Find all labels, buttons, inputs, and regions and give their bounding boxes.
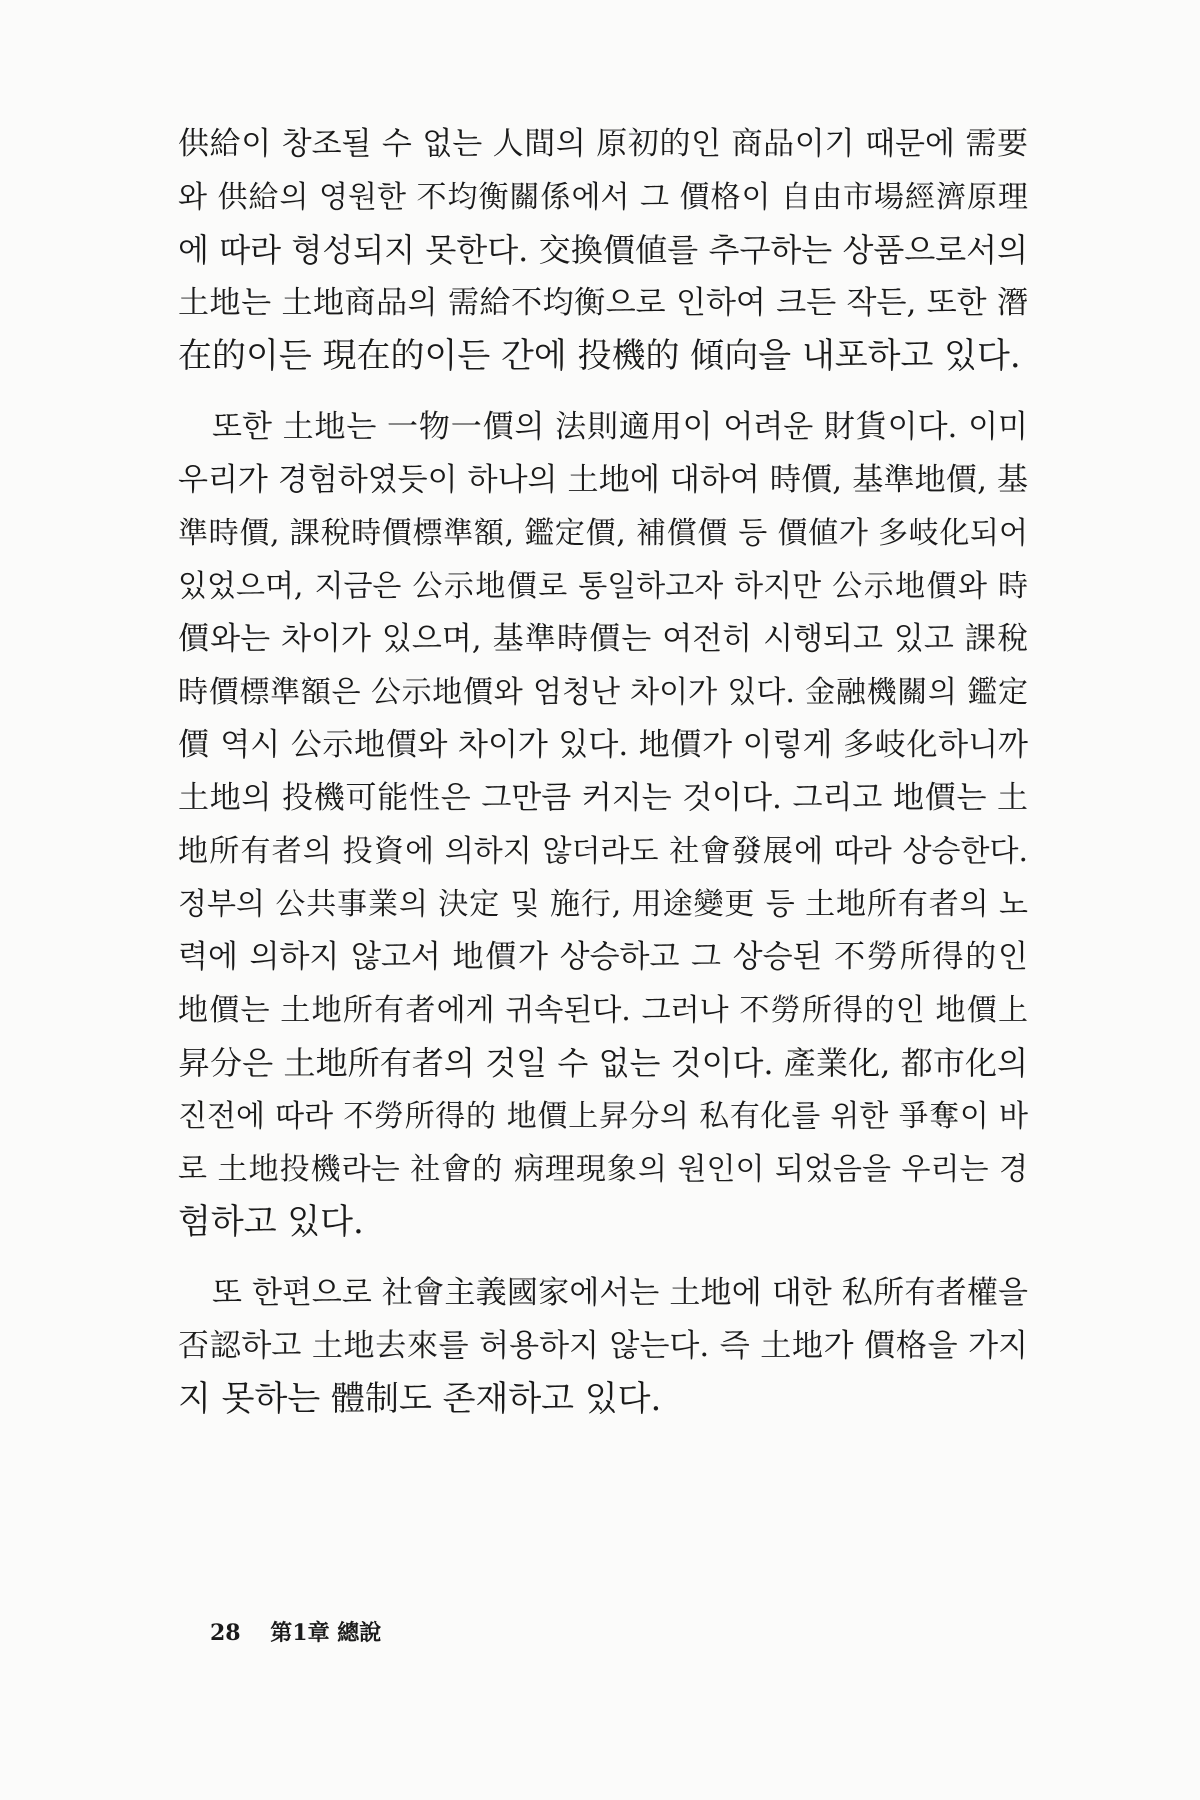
text-line: 土地는 土地商品의 需給不均衡으로 인하여 크든 작든, 또한 潛 — [178, 285, 1028, 321]
text-line: 진전에 따라 不勞所得的 地價上昇分의 私有化를 위한 爭奪이 바 — [178, 1099, 1028, 1134]
body-text — [178, 118, 1028, 1426]
paragraph-3 — [178, 1267, 1028, 1426]
text-line: 在的이든 現在的이든 간에 投機的 傾向을 내포하고 있다. — [178, 336, 1021, 376]
text-line: 정부의 公共事業의 決定 및 施行, 用途變更 등 土地所有者의 노 — [178, 887, 1028, 922]
text-line: 時價標準額은 公示地價와 엄청난 차이가 있다. 金融機關의 鑑定 — [178, 675, 1028, 710]
text-line: 또한 土地는 一物一價의 法則適用이 어려운 財貨이다. 이미 — [212, 409, 1028, 445]
text-line: 地所有者의 投資에 의하지 않더라도 社會發展에 따라 상승한다. — [178, 834, 1028, 869]
text-line: 험하고 있다. — [178, 1202, 364, 1242]
text-line: 準時價, 課稅時價標準額, 鑑定價, 補償價 등 價値가 多岐化되어 — [178, 516, 1028, 551]
text-line: 地價는 土地所有者에게 귀속된다. 그러나 不勞所得的인 地價上 — [178, 993, 1028, 1028]
page-number: 28 — [210, 1620, 241, 1646]
page-footer — [210, 1616, 381, 1647]
text-line: 있었으며, 지금은 公示地價로 통일하고자 하지만 公示地價와 時 — [178, 569, 1028, 604]
text-line: 價와는 차이가 있으며, 基準時價는 여전히 시행되고 있고 課稅 — [178, 621, 1028, 657]
text-line: 로 土地投機라는 社會的 病理現象의 원인이 되었음을 우리는 경 — [178, 1152, 1028, 1187]
text-line: 력에 의하지 않고서 地價가 상승하고 그 상승된 不勞所得的인 — [178, 939, 1028, 975]
text-line: 또 한편으로 社會主義國家에서는 土地에 대한 私所有者權을 — [212, 1275, 1028, 1311]
text-line: 에 따라 형성되지 못한다. 交換價値를 추구하는 상품으로서의 — [178, 231, 1028, 269]
chapter-title: 第1章 總說 — [270, 1620, 382, 1646]
text-line: 土地의 投機可能性은 그만큼 커지는 것이다. 그리고 地價는 土 — [178, 780, 1028, 816]
text-line: 와 供給의 영원한 不均衡關係에서 그 價格이 自由市場經濟原理 — [178, 180, 1028, 215]
text-line: 價 역시 公示地價와 차이가 있다. 地價가 이렇게 多岐化하니까 — [178, 727, 1028, 763]
text-line: 供給이 창조될 수 없는 人間의 原初的인 商品이기 때문에 需要 — [178, 126, 1028, 162]
paragraph-1 — [178, 118, 1028, 383]
text-line: 否認하고 土地去來를 허용하지 않는다. 즉 土地가 價格을 가지 — [178, 1328, 1028, 1364]
text-line: 우리가 경험하였듯이 하나의 土地에 대하여 時價, 基準地價, 基 — [178, 462, 1028, 498]
text-line: 昇分은 土地所有者의 것일 수 없는 것이다. 產業化, 都市化의 — [178, 1044, 1028, 1082]
paragraph-2 — [178, 401, 1028, 1249]
text-line: 지 못하는 體制도 존재하고 있다. — [178, 1379, 662, 1419]
